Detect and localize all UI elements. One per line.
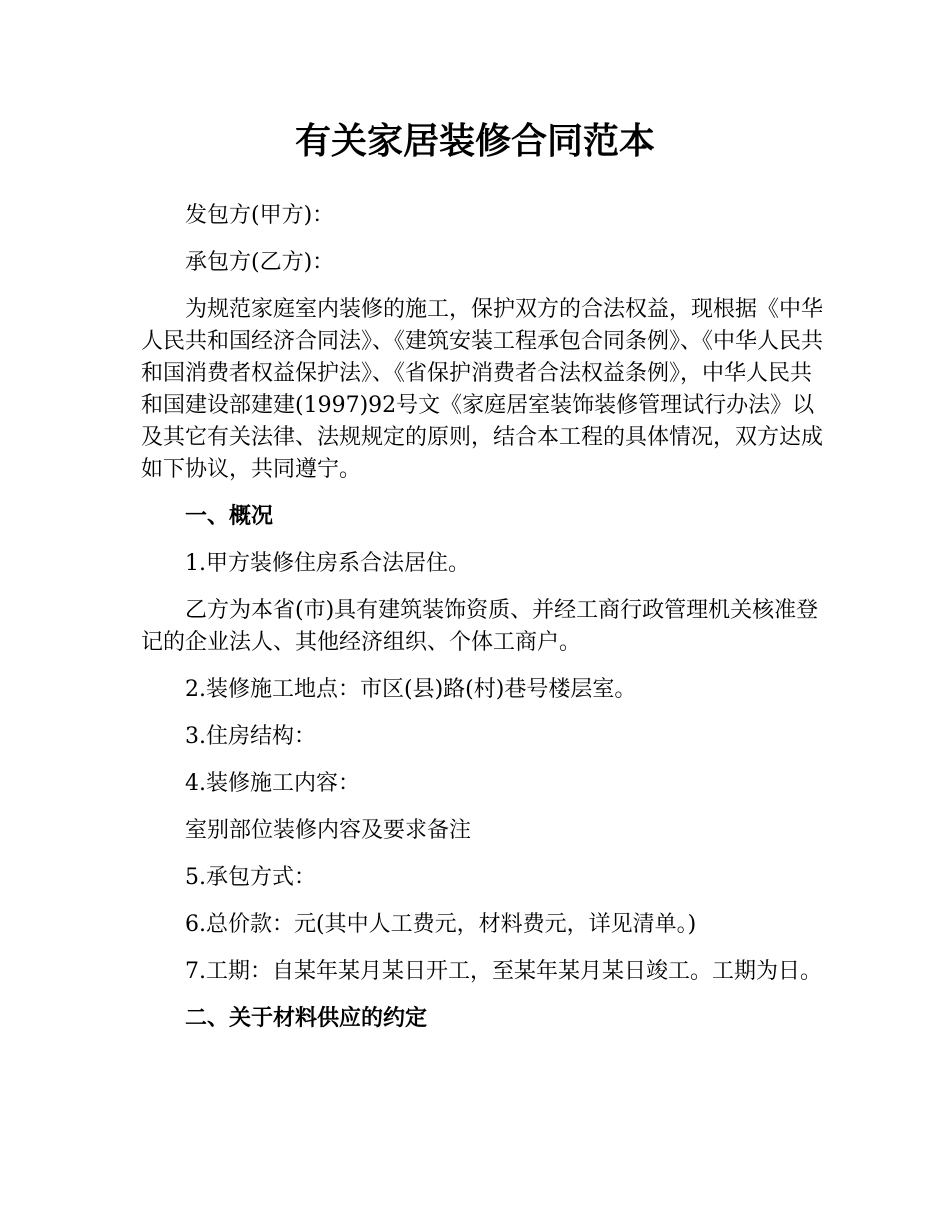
clause-1: 1.甲方装修住房系合法居住。	[185, 551, 470, 576]
party-b-line: 承包方(乙方)：	[185, 250, 335, 275]
clause-3-structure: 3.住房结构：	[185, 724, 316, 749]
preamble-paragraph: 为规范家庭室内装修的施工，保护双方的合法权益，现根据《中华人民共和国经济合同法》、《建筑安装工程承包合同条例》、《中华人民共和国消费者权益保护法》、《省保护消费者合法权益条例》，中华人民共和国建设部建建(1997)92号文《家庭居室装饰装修管理试行办法》以及其它有关法律、法规规定的原则，结合本工程的具体情况，双方达成如下协议，共同遵宁。	[141, 297, 824, 482]
clause-4-table-header: 室别部位装修内容及要求备注	[185, 818, 472, 843]
clause-6-price: 6.总价款：元(其中人工费元，材料费元，详见清单。)	[185, 912, 697, 937]
clause-7-period: 7.工期：自某年某月某日开工，至某年某月某日竣工。工期为日。	[185, 959, 822, 984]
section-heading-overview: 一、概况	[185, 504, 274, 529]
document-title: 有关家居装修合同范本	[294, 121, 655, 162]
clause-2-location: 2.装修施工地点：市区(县)路(村)巷号楼层室。	[185, 677, 637, 702]
clause-5-method: 5.承包方式：	[185, 865, 316, 890]
section-heading-materials: 二、关于材料供应的约定	[185, 1006, 428, 1031]
document-body	[141, 200, 831, 1050]
clause-1-contractor: 乙方为本省(市)具有建筑装饰资质、并经工商行政管理机关核准登记的企业法人、其他经济组织、个体工商户。	[141, 598, 819, 655]
party-a-line: 发包方(甲方)：	[185, 203, 335, 228]
clause-4-content: 4.装修施工内容：	[185, 771, 360, 796]
